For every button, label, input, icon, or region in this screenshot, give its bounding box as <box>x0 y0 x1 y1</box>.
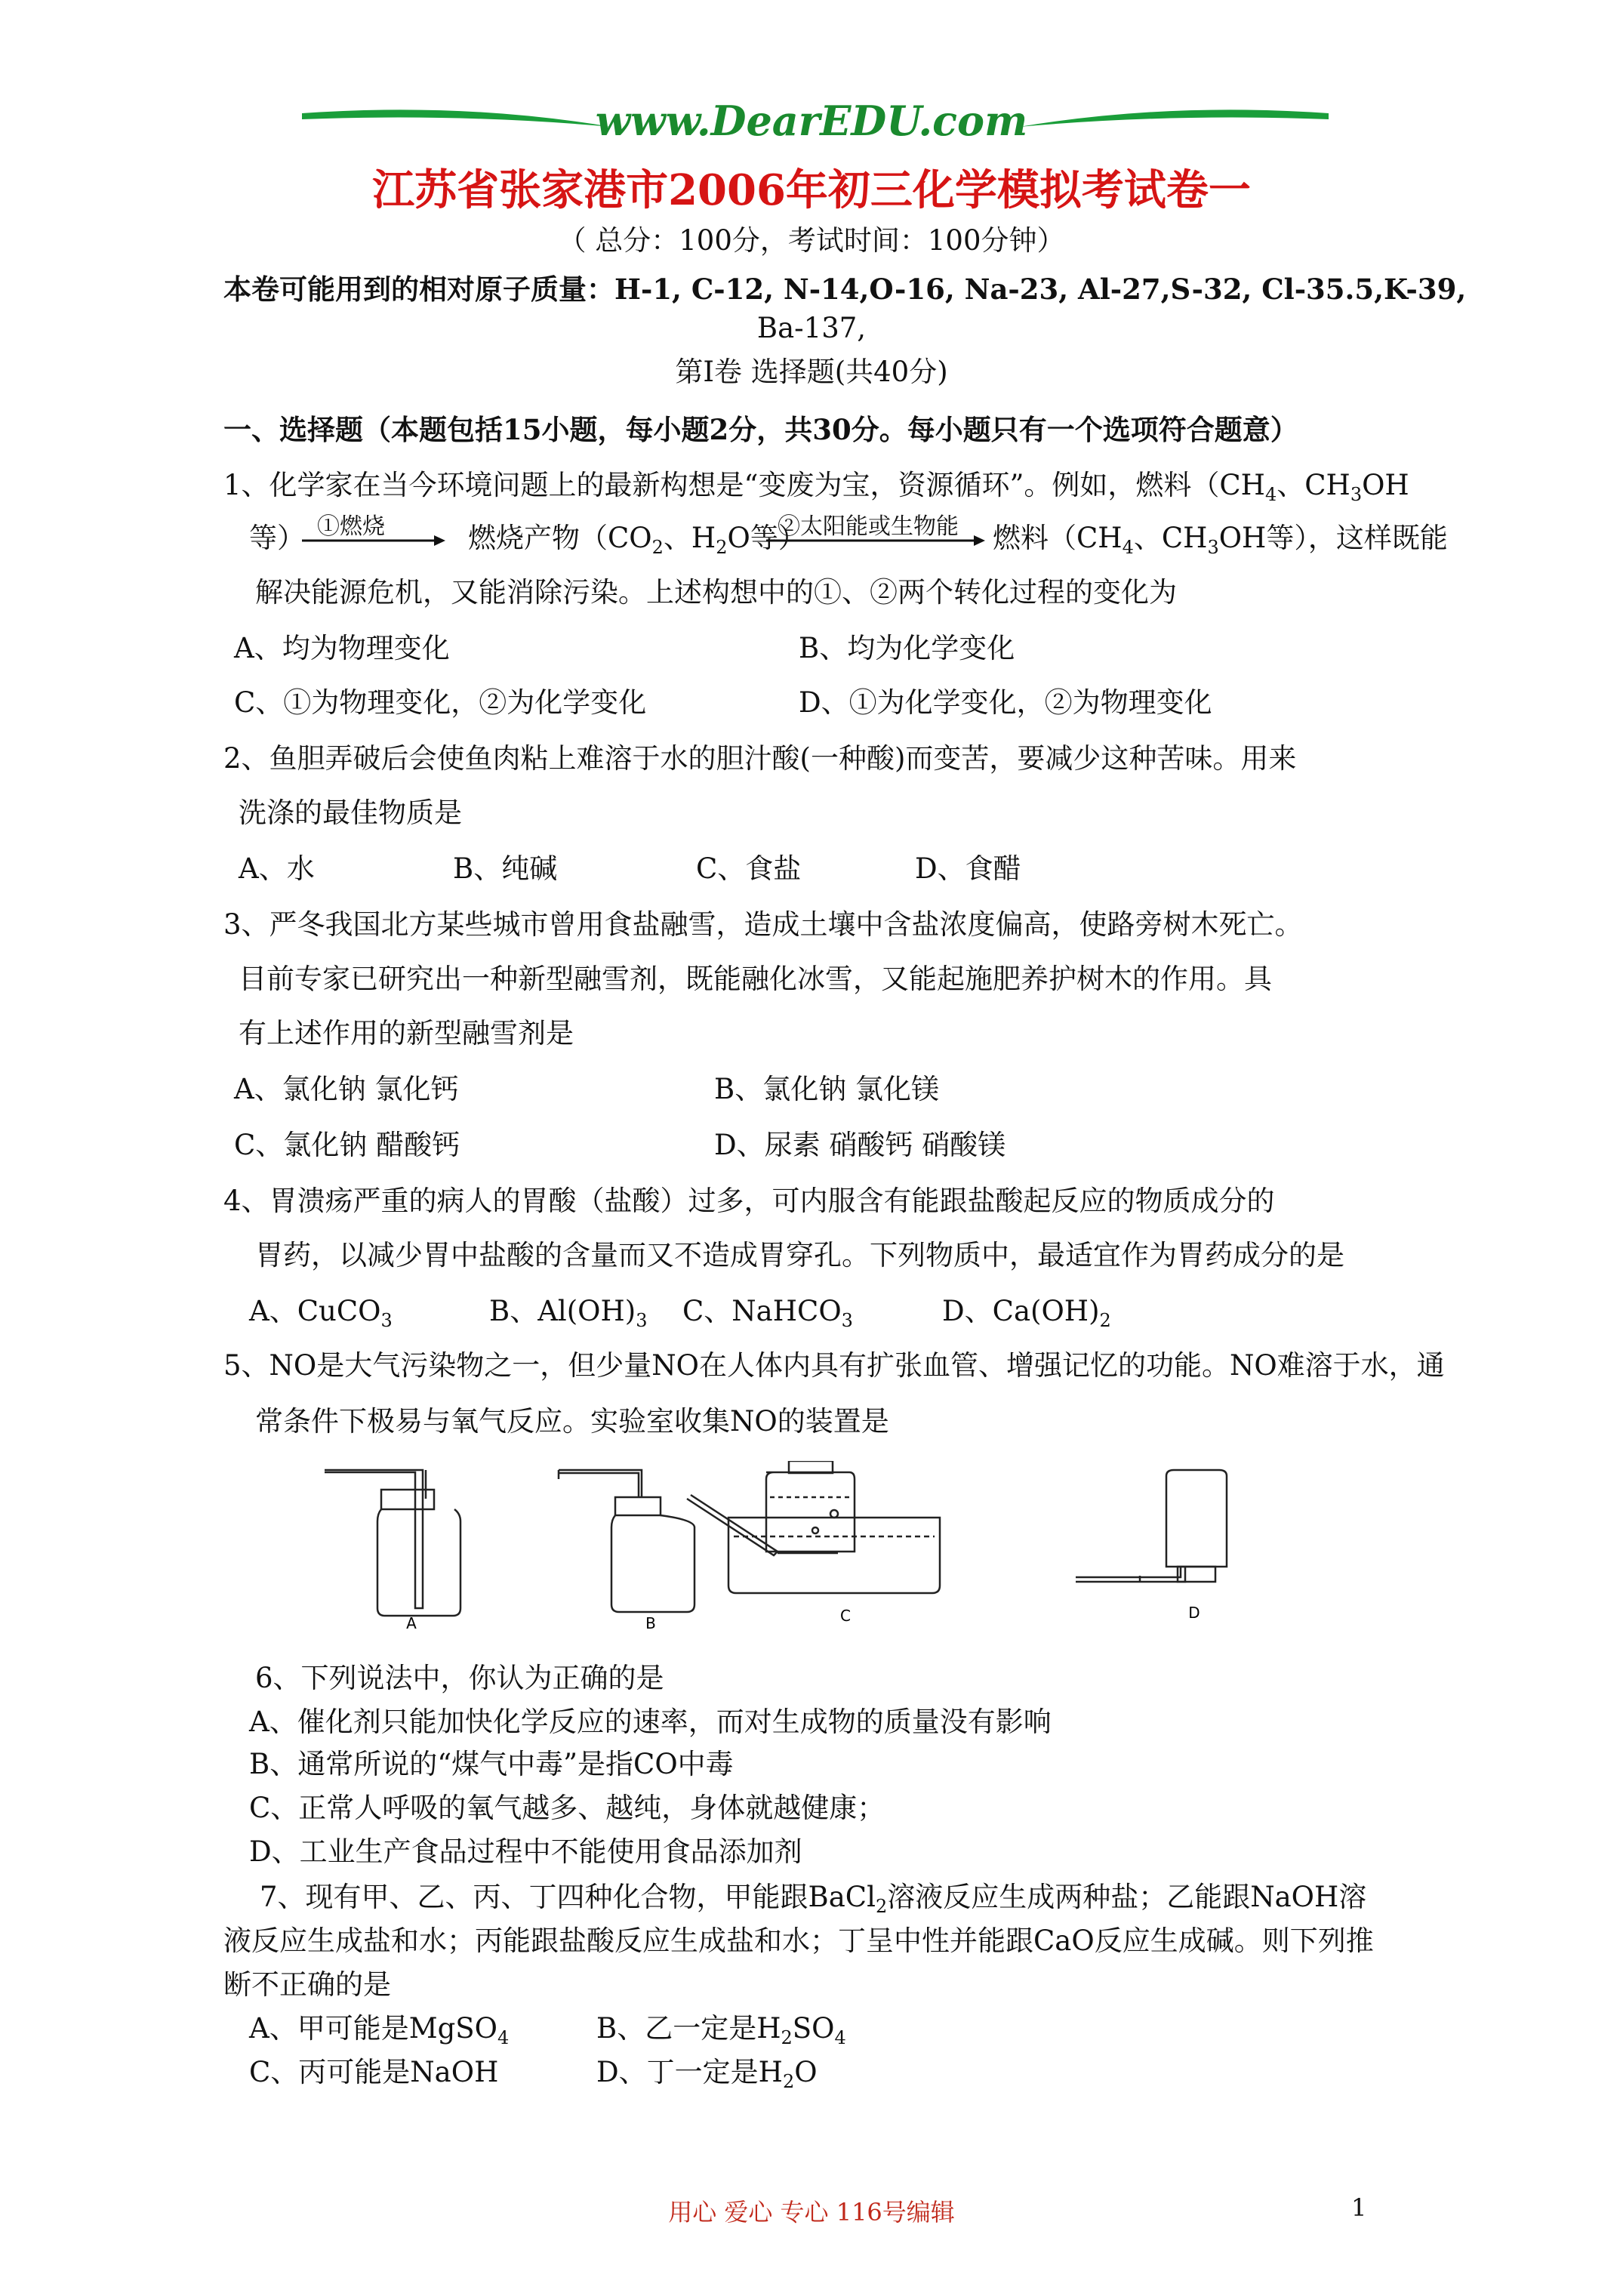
q3-line2: 目前专家已研究出一种新型融雪剂，既能融化冰雪，又能起施肥养护树木的作用。具 <box>239 963 1272 995</box>
figure-label-d: D <box>1188 1604 1200 1622</box>
q7-line2: 液反应生成盐和水；丙能跟盐酸反应生成盐和水；丁呈中性并能跟CaO反应生成碱。则下列推 <box>223 1925 1374 1957</box>
q4-option-b: B、$Al(OH)_3$ <box>489 1295 648 1331</box>
q4-line1: 4、胃溃疡严重的病人的胃酸（盐酸）过多，可内服含有能跟盐酸起反应的物质成分的 <box>223 1185 1275 1217</box>
q4-option-c: C、NaHCO$_3$ <box>682 1295 853 1331</box>
exam-title: 江苏省张家港市2006年初三化学模拟考试卷一 <box>372 165 1251 215</box>
q7-line3: 断不正确的是 <box>223 1968 391 2001</box>
q4-option-a: A、CuCO$_3$ <box>249 1295 393 1331</box>
q1-option-a: A、均为物理变化 <box>234 632 450 664</box>
apparatus-figure <box>317 1461 1298 1635</box>
q6-option-c: C、正常人呼吸的氧气越多、越纯，身体就越健康； <box>249 1792 885 1824</box>
q7-line1: 7、现有甲、乙、丙、丁四种化合物，甲能跟BaCl$_2$溶液反应生成两种盐；乙能跟NaOH溶 <box>260 1881 1367 1917</box>
q2-option-b: B、纯碱 <box>453 852 558 885</box>
q4-line2: 胃药，以减少胃中盐酸的含量而又不造成胃穿孔。下列物质中，最适宜作为胃药成分的是 <box>255 1239 1344 1271</box>
atomic-masses-line1: 本卷可能用到的相对原子质量：H-1, C-12, N-14,O-16, Na-23, Al-27,S-32, Cl-35.5,K-39, <box>223 273 1467 306</box>
atomic-masses-line2: Ba-137, <box>756 312 867 344</box>
apparatus-b <box>559 1470 694 1612</box>
footer-text: 用心 爱心 专心 116号编辑 <box>668 2198 955 2227</box>
figure-label-b: B <box>645 1614 656 1632</box>
q1-option-b: B、均为化学变化 <box>799 632 1015 664</box>
q7-option-a: A、甲可能是MgSO$_4$ <box>249 2012 510 2048</box>
q1-line2-mid: 燃烧产物（$CO_2$、$H_2O$等） <box>468 522 806 558</box>
q2-line1: 2、鱼胆弄破后会使鱼肉粘上难溶于水的胆汁酸(一种酸)而变苦，要减少这种苦味。用来 <box>223 742 1297 775</box>
q5-line1: 5、NO是大气污染物之一，但少量NO在人体内具有扩张血管、增强记忆的功能。NO难溶于水，通 <box>223 1349 1445 1382</box>
q6-line1: 6、下列说法中，你认为正确的是 <box>255 1662 664 1694</box>
q2-line2: 洗涤的最佳物质是 <box>239 797 462 829</box>
q3-option-d: D、尿素 硝酸钙 硝酸镁 <box>714 1129 1006 1161</box>
arrow2-icon <box>766 533 985 548</box>
q2-option-c: C、食盐 <box>696 852 802 885</box>
q2-option-d: D、食醋 <box>915 852 1021 885</box>
arrow1-label: ①燃烧 <box>317 513 385 540</box>
q7-option-b: B、乙一定是$H_2SO_4$ <box>596 2012 846 2048</box>
figure-label-c: C <box>840 1607 851 1625</box>
q1-line3: 解决能源危机，又能消除污染。上述构想中的①、②两个转化过程的变化为 <box>255 576 1177 609</box>
q3-line3: 有上述作用的新型融雪剂是 <box>239 1017 574 1049</box>
q1-option-d: D、①为化学变化，②为物理变化 <box>799 686 1212 719</box>
q5-line2: 常条件下极易与氧气反应。实验室收集NO的装置是 <box>255 1405 889 1438</box>
section1-heading: 一、选择题（本题包括15小题，每小题2分，共30分。每小题只有一个选项符合题意） <box>223 413 1298 446</box>
q1-line2-end: 燃料（$CH_4$、$CH_3OH$等），这样既能 <box>993 522 1448 558</box>
q4-option-d: D、$Ca(OH)_2$ <box>942 1295 1111 1331</box>
page-number: 1 <box>1351 2193 1367 2222</box>
arrow1-icon <box>302 533 445 548</box>
apparatus-d <box>1076 1470 1227 1582</box>
site-url: www.DearEDU.com <box>595 97 1028 145</box>
q1-option-c: C、①为物理变化，②为化学变化 <box>234 686 647 719</box>
arrow2-label: ②太阳能或生物能 <box>778 513 959 540</box>
q1-line2-start: 等） <box>249 522 305 554</box>
q3-option-c: C、氯化钠 醋酸钙 <box>234 1129 460 1161</box>
q6-option-a: A、催化剂只能加快化学反应的速率，而对生成物的质量没有影响 <box>249 1706 1052 1738</box>
q6-option-b: B、通常所说的“煤气中毒”是指CO中毒 <box>249 1748 734 1780</box>
apparatus-a <box>325 1470 460 1616</box>
q7-option-d: D、丁一定是$H_2O$ <box>596 2056 818 2092</box>
q1-line1: 1、化学家在当今环境问题上的最新构想是“变废为宝，资源循环”。例如，燃料（$CH_4$、$CH_3OH$ <box>223 469 1409 505</box>
q3-option-b: B、氯化钠 氯化镁 <box>714 1073 939 1105</box>
q3-line1: 3、严冬我国北方某些城市曾用食盐融雪，造成土壤中含盐浓度偏高，使路旁树木死亡。 <box>223 908 1303 941</box>
q7-option-c: C、丙可能是NaOH <box>249 2056 499 2088</box>
figure-label-a: A <box>406 1614 417 1632</box>
part1-heading: 第Ⅰ卷 选择题(共40分) <box>675 356 948 388</box>
q6-option-d: D、工业生产食品过程中不能使用食品添加剂 <box>249 1835 802 1868</box>
q2-option-a: A、水 <box>239 852 315 885</box>
exam-info: （ 总分：100分，考试时间：100分钟） <box>558 224 1065 257</box>
apparatus-c <box>687 1461 940 1593</box>
q3-option-a: A、氯化钠 氯化钙 <box>234 1073 459 1105</box>
